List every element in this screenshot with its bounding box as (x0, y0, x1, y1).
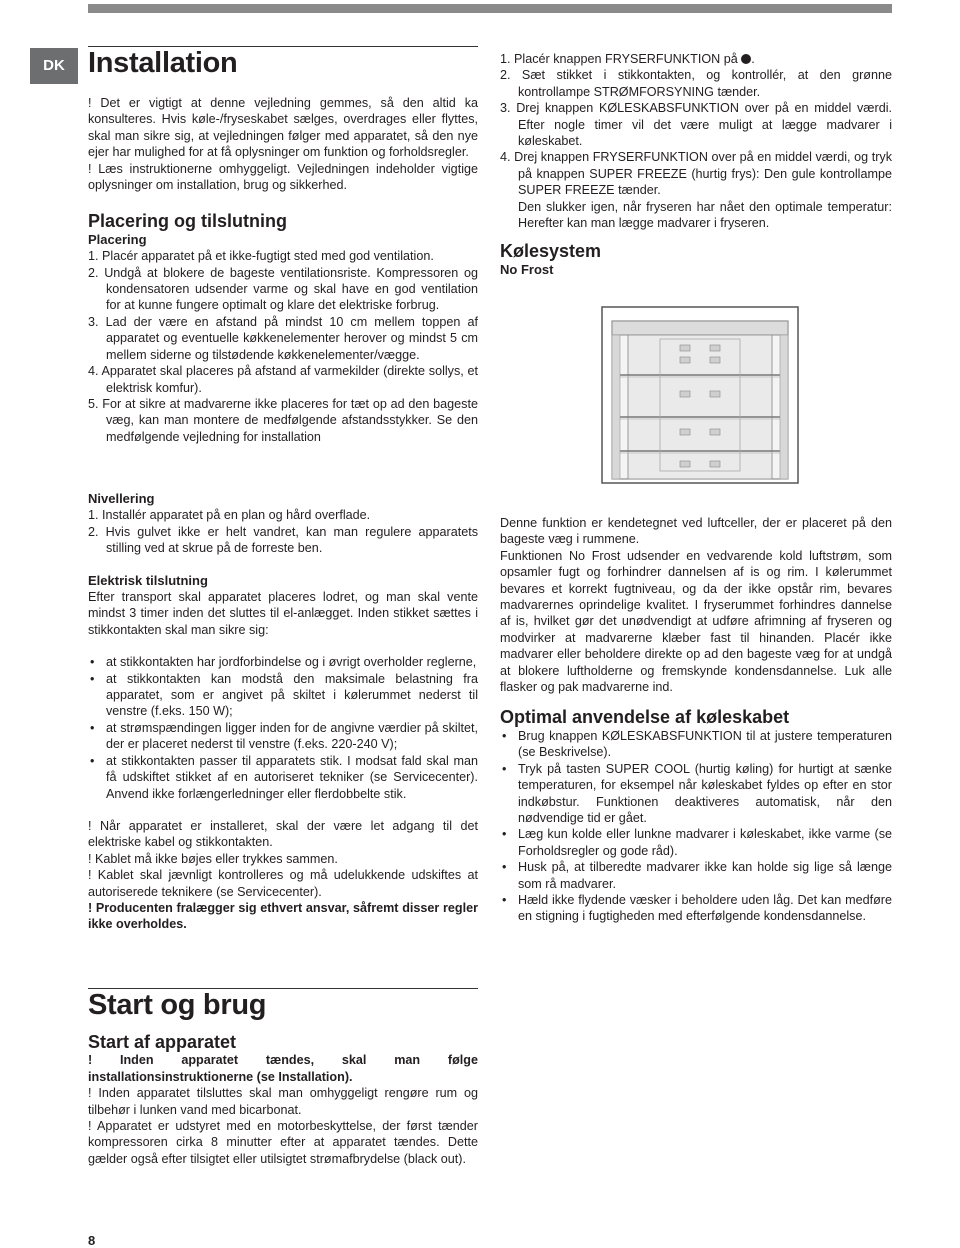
fridge-interior-illustration (600, 305, 800, 485)
start-steps-list (500, 51, 892, 199)
warning-paragraph: ! Når apparatet er installeret, skal der være let adgang til det elektriske kabel og stikkontakten. (88, 818, 478, 850)
list-item: 2. Sæt stikket i stikkontakten, og kontrollér, at den grønne kontrollampe STRØMFORSYNING tænder. (500, 68, 892, 99)
list-item: • at stikkontakten har jordforbindelse og i øvrigt overholder reglerne, (88, 654, 478, 670)
placering-list (88, 248, 478, 445)
start-paragraph: ! Inden apparatet tilsluttes skal man omhyggeligt rengøre rum og tilbehør i lunken vand med bicarbonat. (88, 1086, 478, 1117)
start-steps-section (500, 51, 892, 278)
language-tab: DK (30, 48, 78, 84)
start-subheading: Start af apparatet (88, 1032, 237, 1052)
nofrost-subheading: No Frost (500, 261, 554, 277)
list-item: • at stikkontakten passer til apparatets stik. I modsat fald skal man få udskiftet stikket af en autoriseret tekniker (se Servicecenter). Anvend ikke forlængerledninger eller flerdobbelte stik. (88, 753, 478, 802)
start-paragraph: ! Apparatet er udstyret med en motorbeskyttelse, der først tænder kompressoren cirka 8 minutter efter at apparatet tændes. Dette gælder også efter tilsigtet eller utilsigtet strømafbrydelse (black out). (88, 1119, 478, 1166)
list-item: 1. Placér apparatet på et ikke-fugtigt sted med god ventilation. (88, 249, 434, 264)
list-item: 1. Installér apparatet på en plan og hård overflade. (88, 508, 371, 523)
list-item: • at strømspændingen ligger inden for de angivne værdier på skiltet, der er placeret nederst til venstre (f.eks. 220-240 V); (88, 720, 478, 753)
nofrost-paragraph: Funktionen No Frost udsender en vedvarende kold luftstrøm, som opsamler fugt og forhindrer dannelsen af is og rim. I kølerummet bevares et korrekt fugtniveau, og da der ikke opstår rim, bevares madvarernes oprindelige kvalitet. I fryserummet forhindres dannelse af is, hvilket gør det unødvendigt at udføre afrimning af fryseren og modvirker at madvarerne klæber fast til hinanden. Placér ikke madvarer eller beholdere direkte op ad den bageste væg for at undgå at blokere luftholderne og fremskynde kondensdannelse. Luk alle flasker og pak madvarerne ind. (500, 548, 892, 695)
list-item: 3. Drej knappen KØLESKABSFUNKTION over på en middel værdi. Efter nogle timer vil det være muligt at lægge madvarer i køleskabet. (500, 101, 892, 149)
read-instructions-note: ! Læs instruktionerne omhyggeligt. Vejledningen indeholder vigtige oplysninger om installation, brug og sikkerhed. (88, 161, 478, 193)
nivellering-section (88, 491, 478, 933)
warning-paragraph-bold: ! Producenten fralægger sig ethvert ansvar, såfremt disser regler ikke overholdes. (88, 900, 478, 932)
list-item: 3. Lad der være en afstand på mindst 10 cm mellem toppen af apparatet og eventuelle køkkenelementer herover og mindst 5 cm mellem siderne og tilstødende køkkenelementer/vægge. (88, 314, 478, 362)
installation-section (88, 95, 478, 445)
kolesystem-heading: Kølesystem (500, 241, 602, 262)
list-item: 4. Drej knappen FRYSERFUNKTION over på en middel værdi, og tryk på knappen SUPER FREEZE (hurtig frys): Den gule kontrollampe SUPER FREEZE tænder. (500, 150, 892, 198)
start-section (88, 1034, 478, 1167)
step4-extra: Den slukker igen, når fryseren har nået den optimale temperatur: Herefter kan man lægge madvarer i fryseren. (518, 199, 892, 231)
intro-paragraph: ! Det er vigtigt at denne vejledning gemmes, så den altid ka konsulteres. Hvis køle-/fryseskabet sælges, overdrages eller flyttes, skal man sikre sig, at vejledningen følger med apparatet, så den nye ejer har mulighed for at få oplysninger om funktion og forholdsregler. (88, 96, 478, 160)
list-item: 2. Undgå at blokere de bageste ventilationsriste. Kompressoren og kondensatoren udsender varme og skal have en god ventilation for at kunne fungere optimalt og klare det elektriske forbrug. (88, 265, 478, 313)
elektrisk-subheading: Elektrisk tilslutning (88, 572, 208, 588)
warning-paragraph: ! Kablet skal jævnligt kontrolleres og må udelukkende udskiftes at autoriserede teknikere (se Servicecenter). (88, 868, 478, 899)
list-item: • Brug knappen KØLESKABSFUNKTION til at justere temperaturen (se Beskrivelse). (500, 728, 892, 761)
start-bold-note: ! Inden apparatet tændes, skal man følge installationsinstruktionerne (se Installation). (88, 1053, 478, 1084)
list-item: 2. Hvis gulvet ikke er helt vandret, kan man regulere apparatets stilling ved at skrue på de forreste ben. (88, 524, 478, 556)
elektrisk-paragraph: Efter transport skal apparatet placeres lodret, og man skal vente mindst 3 timer inden det sluttes til el-anlægget. Inden stikket sættes i stikkontakten skal man sikre sig: (88, 590, 478, 637)
start-title: Start og brug (88, 989, 267, 1021)
placering-heading: Placering og tilslutning (88, 211, 288, 232)
installation-title: Installation (88, 47, 238, 79)
nivellering-subheading: Nivellering (88, 491, 155, 506)
list-item: • Tryk på tasten SUPER COOL (hurtig køling) for hurtigt at sænke temperaturen, for eksempel når køleskabet fyldes op efter en stor indkøbstur. Funktionen deaktiveres automatisk, når den nødvendige tid er gået. (500, 761, 892, 827)
optimal-heading: Optimal anvendelse af køleskabet (500, 707, 790, 728)
list-item: • Læg kun kolde eller lunkne madvarer i køleskabet, ikke varme (se Forholdsregler og gode råd). (500, 826, 892, 859)
warning-paragraph: ! Kablet må ikke bøjes eller trykkes sammen. (88, 851, 338, 866)
filled-dot-icon (741, 54, 751, 64)
nivellering-list (88, 507, 478, 556)
nofrost-section (500, 515, 892, 925)
top-color-bar (88, 4, 892, 13)
list-item: 5. For at sikre at madvarerne ikke placeres for tæt op ad den bageste væg, kan man montere de medfølgende afstandsstykker. Se den medfølgende vejledning for installation (88, 396, 478, 444)
page-number: 8 (88, 1233, 96, 1248)
list-item: • Husk på, at tilberedte madvarer ikke kan holde sig lige så længe som rå madvarer. (500, 859, 892, 892)
list-item: 4. Apparatet skal placeres på afstand af varmekilder (direkte sollys, et elektrisk komfur). (88, 364, 478, 395)
optimal-bullets (500, 728, 892, 925)
nofrost-paragraph: Denne funktion er kendetegnet ved luftceller, der er placeret på den bageste væg i rummene. (500, 516, 892, 547)
elektrisk-bullets (88, 654, 478, 802)
list-item: • Hæld ikke flydende væsker i beholdere uden låg. Det kan medføre en stigning i fugtigheden med efterfølgende kondensdannelse. (500, 892, 892, 925)
placering-subheading: Placering (88, 231, 147, 247)
list-item: • at stikkontakten kan modstå den maksimale belastning fra apparatet, som er angivet på skiltet i kølerummet nederst til venstre (f.eks. 150 W); (88, 671, 478, 720)
list-item: 1. Placér knappen FRYSERFUNKTION på . (500, 52, 755, 66)
